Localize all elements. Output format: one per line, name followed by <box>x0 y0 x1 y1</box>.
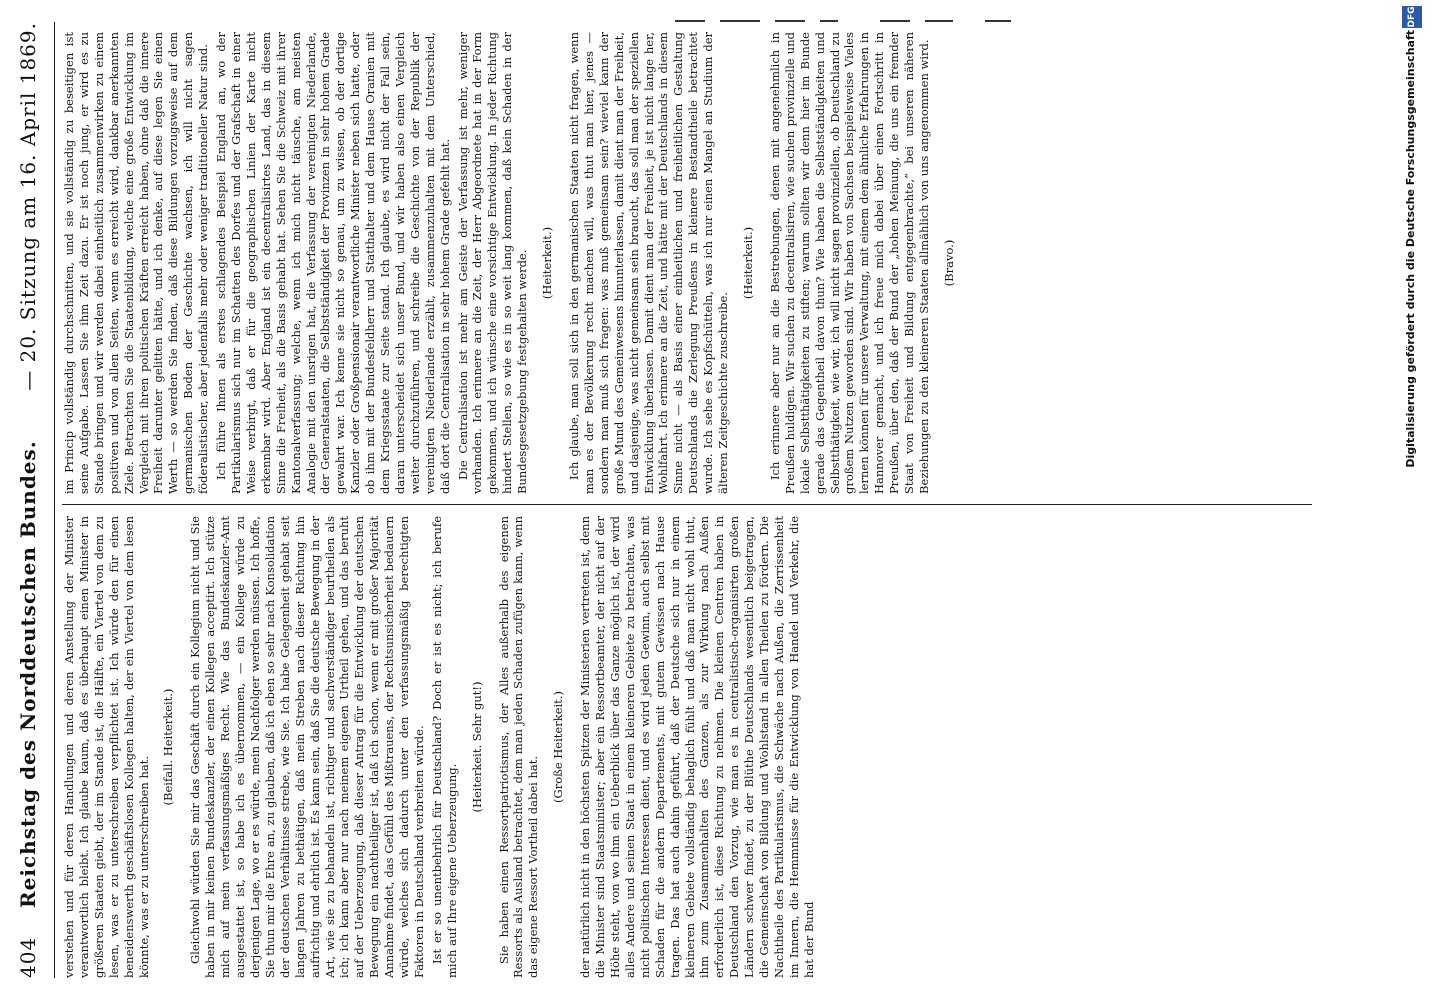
scan-mark <box>720 20 760 22</box>
paragraph: im Princip vollständig durchschnitten, und sie vollständig zu beseitigen ist seine Aufgabe. Lassen Sie ihm Zeit dazu. Er ist noch jung, er wird es zu Stande bringen und wir werden dabei einheitlich zusammenwirken zu einem positiven und von allen Seiten, wenn es erreicht wird, dankbar anerkannten Ziele. Betrachten Sie die Staatenbildung, welche eine große Entwicklung im Vergleich mit ihren politischen Kräften erreicht haben, ohne daß die innere Freiheit darunter gelitten hätte, und ich denke, auf diese legen Sie einen Werth — so werden Sie finden, daß diese Bildungen vorzugsweise auf dem germanischen Boden der Geschichte wachsen, ich will nicht sagen föderalistischer, aber jedenfalls mehr oder weniger traditioneller Natur sind. <box>62 32 211 494</box>
scan-mark <box>675 20 705 22</box>
dfg-logo: DFG <box>1402 6 1422 28</box>
scan-mark <box>775 20 805 22</box>
paragraph: Gleichwohl würden Sie mir das Geschäft durch ein Kollegium nicht und Sie haben in mir keinen Bundeskanzler, der einen Kollegen acceptirt. Ich stütze mich auf mein verfassungsmäßiges Recht. Wie das Bundeskanzler-Amt ausgestattet ist, so habe ich es übernommen, — ein Kollege würde zu derjenigen Lage, wo er es würde, mein Nachfolger werden müssen. Ich hoffe, Sie thun mir die Ehre an, zu glauben, daß ich eben so sehr nach Konsolidation der deutschen Verhältnisse strebe, wie Sie. Ich habe Gelegenheit gehabt seit langen Jahren zu bethätigen, daß mein Streben nach dieser Richtung hin aufrichtig und ehrlich ist. Es kann sein, daß Sie die deutsche Bewegung in der Art, wie sie zu behandeln ist, richtiger und sachverständiger beurtheilen als ich; ich kann aber nur nach meinem eigenen Urtheil gehen, und das beruht auf der Ueberzeugung, daß dieser Antrag für die Entwicklung der deutschen Bewegung ein nachtheiliger ist, daß ich schon, wenn er mit großer Majorität Annahme findet, das Gefühl des Mißtrauens, der Rechtsunsicherheit bedauern würde, welches sich dadurch unter den verfassungsmäßig berechtigten Faktoren in Deutschland verbreiten würde. <box>188 516 426 978</box>
running-title-right: — 20. Sitzung am 16. April 1869. <box>16 22 40 391</box>
stage-direction: (Große Heiterkeit.) <box>551 691 566 803</box>
page-header <box>10 22 55 978</box>
page-footer <box>1402 0 1424 1000</box>
left-text-column <box>62 516 1332 978</box>
right-text-column <box>62 32 1332 494</box>
paragraph: der natürlich nicht in den höchsten Spitzen der Ministerien vertreten ist, denn die Minister sind Staatsminister; aber ein Ressortbeamter, der nicht auf der Höhe steht, von wo ihm ein Ueberblick über das Ganze möglich ist, der wird alles Andere und seinen Staat in einem kleineren Gebiete zu betrachten, was nicht politischen Interessen dient, und es wird jeden Gewinn, auch selbst mit Schaden für die andern Departements, mit gutem Gewissen nach Hause tragen. Das hat auch dahin geführt, daß der Deutsche sich nur in einem kleineren Gebiete vollständig behaglich fühlt und daß man nicht wohl thut, ihm zum Zusammenhalten des Ganzen, als zur Wirkung nach Außen erforderlich ist, diese Richtung zu nehmen. Die kleinen Centren haben in Deutschland den Vorzug, wie man es in centralistisch-organisirten großen Ländern schwer findet, zu der Blüthe Deutschlands wesentlich beigetragen, die Gemeinschaft von Bildung und Wohlstand in allen Theilen zu fördern. Die Nachtheile des Partikularismus, die Schwäche nach Außen, die Zerrissenheit im Innern, die Hemmnisse für die Entwicklung von Handel und Verkehr, die hat der Bund <box>578 516 816 978</box>
paragraph: Ist er so unentbehrlich für Deutschland? Doch er ist es nicht; ich berufe mich auf Ihre eigene Ueberzeugung. <box>429 516 459 978</box>
page-number: 404 <box>16 936 40 978</box>
stage-direction: (Heiterkeit.) <box>540 226 555 300</box>
stage-direction: (Heiterkeit. Sehr gut!) <box>469 681 484 813</box>
stage-direction: (Beifall. Heiterkeit.) <box>161 688 176 806</box>
paragraph: Ich erinnere aber nur an die Bestrebungen, denen mit angenehmlich in Preußen huldigen. Wir suchen zu decentralisiren, wie suchen provinzielle und lokale Selbstthätigkeiten zu stiften; warum sollten wir denn hier im Bunde gerade das Gegentheil davon thun? Wie haben die Selbstständigkeiten und Selbstthätigkeit, wie wir, ich will nicht sagen provinziellen, ob Deutschland zu großem Nutzen geworden sind. Wir haben von Sachsen beispielsweise Vieles lernen können für unsere Verwaltung, mit einem dem ähnliche Erfahrungen in Hannover gemacht, und ich freue mich dabei über einen Fortschritt in Preußen, über den, daß der Bund der „hohen Meinung, die uns ein fremder Staat von Freiheit und Bildung entgegenbrachte,“ bei unseren näheren Beziehungen zu den kleineren Staaten allmählich von uns angenommen wird. <box>767 32 931 494</box>
paragraph: Sie haben einen Ressortpatriotismus, der Alles außerhalb des eigenen Ressorts als Ausland betrachtet, dem man jeden Schaden zufügen kann, wenn das eigene Ressort Vortheil dabei hat. <box>496 516 541 978</box>
scan-mark <box>925 20 953 22</box>
paragraph: Die Centralisation ist mehr am Geiste der Verfassung ist mehr, weniger vorhanden. Ich erinnere an die Zeit, der Herr Abgeordnete hat in der Form gekommen, und ich wünsche eine vorsichtige Entwicklung. In jeder Richtung hindert Stellen, so wie es in so weit lang kommen, daß kein Schaden in der Bundesgesetzgebung festgehalten werde. <box>455 32 530 494</box>
stage-direction: (Heiterkeit.) <box>740 226 755 300</box>
scan-mark <box>880 20 910 22</box>
paragraph: verstehen und für deren Handlungen und deren Anstellung der Minister verantwortlich bleibt. Ich glaube kaum, daß es überhaupt einen Minister in größeren Staaten giebt, der im Stande ist, die Hälfte, ein Viertel von dem zu lesen, was er zu unterschreiben verpflichtet ist. Ich würde den für einen beneidenswerth geschäftslosen Kollegen halten, der ein Viertel von dem lesen könnte, was er zu unterschreiben hat. <box>62 516 151 978</box>
column-divider <box>62 504 1312 505</box>
scan-mark <box>985 20 1011 22</box>
stage-direction: (Bravo.) <box>941 239 956 287</box>
paragraph: Ich glaube, man soll sich in den germanischen Staaten nicht fragen, wenn man es der Bevölkerung recht machen will, was thut man hier, jenes — sondern man muß sich fragen: was muß gemeinsam sein? wieviel kann der große Mund des Gemeinwesens hinunterlassen, damit dient man der Freiheit, und dasjenige, was nicht gemeinsam sein braucht, das soll man der speziellen Entwicklung überlassen. Damit dient man der Freiheit, je ist nicht lange her, Wohlfahrt. Ich erinnere an die Zeit, und hätte mit der Deutschlands in diesem Sinne nicht — als Basis einer einheitlichen und freiheitlichen Gestaltung Deutschlands die Zerlegung Preußens in kleinere Bestandtheile betrachtet wurde. Ich sehe es Kopfschütteln, was ich nur einen Mangel an Studium der älteren Zeitgeschichte zuschreibe. <box>567 32 731 494</box>
digitization-credit: Digitalisierung gefördert durch die Deutsche Forschungsgemeinschaft <box>1404 30 1417 468</box>
paragraph: Ich führe Ihnen als erstes schlagendes Beispiel England an, wo der Partikularismus sich nur im Schatten des Dorfes und der Grafschaft in einer Weise verbirgt, daß er für die geographischen Linien der Karte nicht erkennbar wird. Aber England ist ein decentralisirtes Land, das in diesem Sinne die Freiheit, als die Basis gehabt hat. Sehen Sie die Schweiz mit ihrer Kantonalverfassung; welche, wenn ich mich nicht täusche, am meisten Analogie mit den unsrigen hat, die Verfassung der vereinigten Niederlande, der Generalstaaten, die Selbstständigkeit der Provinzen in sehr hohem Grade gewahrt war. Ich kenne sie nicht so genau, um zu wissen, ob der dortige Kanzler oder Großpensionair verantwortliche Minister neben sich hatte, oder ob ihm mit der Bundesfeldherr und Statthalter und dem Hause Oranien mit dem Kriegsstaate zur Seite stand. Ich glaube, es wird nicht der Fall sein, daran unterscheidet sich unser Bund, und wir haben also einen Vergleich weiter durchzuführen, und schreibe die Geschichte von der Republik der vereinigten Niederlande erzählt, zusammenzuhalten mit dem Unterschied, daß dort die Centralisation in sehr hohem Grade gefehlt hat. <box>214 32 452 494</box>
running-title-left: Reichstag des Norddeutschen Bundes. <box>16 440 40 908</box>
scan-mark <box>820 20 838 22</box>
